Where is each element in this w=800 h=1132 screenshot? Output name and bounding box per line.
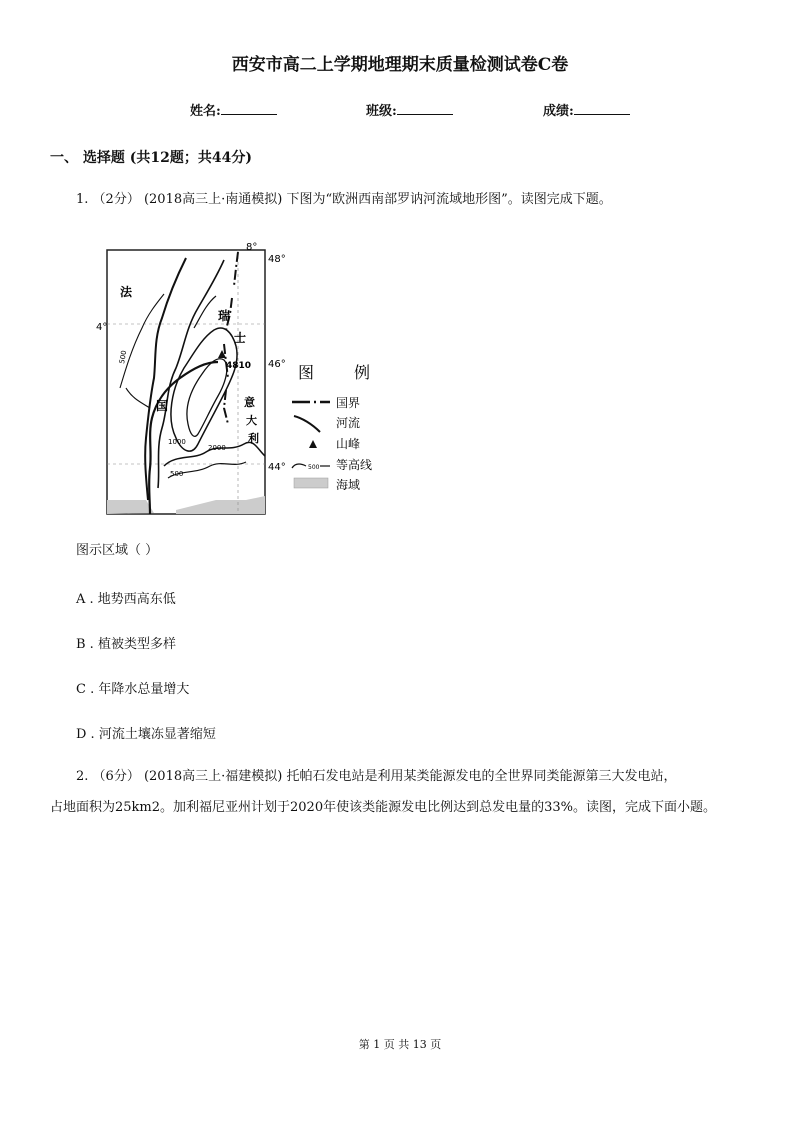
score-field <box>543 100 630 119</box>
switzerland-label-2: 士 <box>234 331 247 345</box>
france-label-1: 法 <box>120 285 133 299</box>
q2-source: (2018高三上·福建模拟) <box>143 769 283 784</box>
class-label: 班级: <box>366 104 397 119</box>
legend-peak-label: 山峰 <box>336 437 361 451</box>
france-label-2: 国 <box>156 399 169 413</box>
legend-border-label: 国界 <box>336 396 361 410</box>
legend-contour-label: 等高线 <box>336 458 373 472</box>
sea-area-west <box>107 500 154 514</box>
italy-label-1: 意 <box>244 396 255 409</box>
legend-title: 图 <box>298 363 315 382</box>
legend-sea-symbol <box>294 478 328 488</box>
option-b[interactable]: B . 植被类型多样 <box>76 637 176 652</box>
legend-contour-symbol <box>292 464 306 468</box>
q2-number: 2. <box>76 769 89 784</box>
option-a[interactable]: A . 地势西高东低 <box>76 592 176 607</box>
question-2-line2: 占地面积为25km2。加利福尼亚州计划于2020年使该类能源发电比例达到总发电量的33%。读图，完成下面小题。 <box>50 800 716 815</box>
legend-river-label: 河流 <box>336 416 361 430</box>
contour-label-500: 500 <box>170 470 184 478</box>
name-field <box>190 100 277 119</box>
switzerland-label-1: 瑞 <box>218 309 231 323</box>
class-blank <box>397 102 453 115</box>
lat-44-label: 44° <box>268 462 286 473</box>
name-label: 姓名: <box>190 104 221 119</box>
page-title: 西安市高二上学期地理期末质量检测试卷C卷 <box>231 55 569 75</box>
lon-4-label: 4° <box>96 322 108 333</box>
page-footer: 第 1 页 共 13 页 <box>358 1038 442 1051</box>
option-c[interactable]: C . 年降水总量增大 <box>76 682 190 697</box>
class-field <box>366 100 453 119</box>
name-blank <box>221 102 277 115</box>
legend-sea-label: 海域 <box>336 478 361 492</box>
contour-label-1000: 1000 <box>168 438 186 446</box>
rhone-basin-map <box>96 238 386 520</box>
contour-label-2000: 2000 <box>208 444 226 452</box>
question-1-sub: 图示区域（ ） <box>76 543 159 558</box>
legend-title: 例 <box>354 363 371 382</box>
lon-8-label: 8° <box>246 242 258 253</box>
contour-label-500: 500 <box>118 349 129 365</box>
score-label: 成绩: <box>543 104 574 119</box>
question-1-stem <box>76 187 612 213</box>
q1-text: 下图为“欧洲西南部罗讷河流域地形图”。读图完成下题。 <box>286 192 612 207</box>
score-blank <box>574 102 630 115</box>
q1-number: 1. <box>76 192 89 207</box>
q1-source: (2018高三上·南通模拟) <box>143 192 283 207</box>
legend-contour-value: 500 <box>308 464 320 471</box>
section-heading: 一、 选择题 (共12题；共44分) <box>50 150 252 166</box>
q2-score: （6分） <box>92 769 140 784</box>
legend-peak-symbol <box>309 440 317 448</box>
question-2-stem <box>76 764 776 790</box>
italy-label-2: 大 <box>246 414 257 427</box>
peak-elevation: 4810 <box>226 361 252 371</box>
q1-score: （2分） <box>92 192 140 207</box>
lat-48-label: 48° <box>268 254 286 265</box>
lat-46-label: 46° <box>268 359 286 370</box>
option-d[interactable]: D . 河流土壤冻显著缩短 <box>76 727 216 742</box>
italy-label-3: 利 <box>248 432 259 445</box>
q2-text-line1: 托帕石发电站是利用某类能源发电的全世界同类能源第三大发电站， <box>286 769 677 784</box>
legend-river-symbol <box>294 416 320 432</box>
